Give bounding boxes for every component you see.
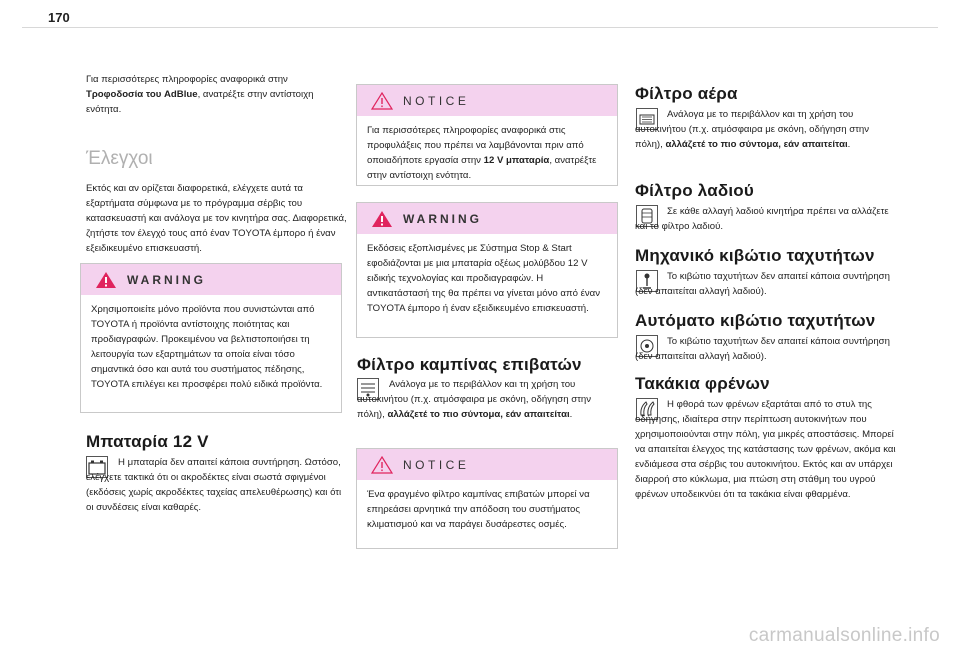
- oil-filter-text: Σε κάθε αλλαγή λαδιού κινητήρα πρέπει να αλλάζετε και το φίλτρο λαδιού.: [635, 206, 889, 232]
- oil-filter-title: Φίλτρο λαδιού: [635, 181, 754, 200]
- checks-title: Έλεγχοι: [86, 148, 153, 169]
- notice-tail: , ανατρέξτε στην αντίστοιχη ενότητα.: [367, 155, 597, 181]
- warning-header: [357, 203, 617, 234]
- brake-pads-title: Τακάκια φρένων: [635, 374, 770, 393]
- warning-label: WARNING: [403, 211, 482, 226]
- air-tail: .: [847, 139, 851, 150]
- cabin-emphasis: αλλάζετέ το πιο σύντομα, εάν απαιτείται: [387, 409, 570, 420]
- cabin-tail: .: [569, 409, 573, 420]
- warning-triangle-icon: [371, 210, 393, 228]
- manual-gearbox-title: Μηχανικό κιβώτιο ταχυτήτων: [635, 246, 875, 265]
- warning-text: Εκδόσεις εξοπλισμένες με Σύστημα Stop & Start εφοδιάζονται με μια μπαταρία οξέως μολύβδου 12 V ειδικής τεχνολογίας και προδιαγραφών. Η αντικατάστασή της θα πρέπει να γίνεται μόνο από έναν TOYOTA έμπορο ή έναν εξειδικευμένο επισκευαστή.: [367, 243, 600, 314]
- intro-tail: , ανατρέξτε στην αντίστοιχη ενότητα.: [86, 89, 314, 115]
- air-text-part: Ανάλογα με το περιβάλλον και τη χρήση του αυτοκινήτου (π.χ. ατμόσφαιρα με σκόνη, οδήγηση στην πόλη),: [635, 109, 870, 150]
- air-filter-text: [635, 107, 897, 152]
- warning-header: [81, 264, 341, 295]
- notice-header: [357, 85, 617, 116]
- cabin-filter-title: Φίλτρο καμπίνας επιβατών: [357, 355, 582, 374]
- battery-title: Μπαταρία 12 V: [86, 432, 209, 451]
- notice-text: Ένα φραγμένο φίλτρο καμπίνας επιβατών μπορεί να επηρεάσει αρνητικά την απόδοση του συστήματος κλιματισμού και να παράγει δυσάρεστες οσμές.: [367, 489, 590, 530]
- warning-box-2: [356, 202, 618, 338]
- notice-box-1: [356, 84, 618, 186]
- adblue-intro: [86, 72, 346, 117]
- checks-text: Εκτός και αν ορίζεται διαφορετικά, ελέγχετε αυτά τα εξαρτήματα σύμφωνα με το πρόγραμμα σέρβις του κατασκευαστή και ανάλογα με τον κινητήρα σας. Διαφορετικά, ζητήστε τον έλεγχό τους από έναν TOYOTA έμπορο ή έναν εξειδικευμένο επισκευαστή.: [86, 183, 347, 254]
- intro-text: Για περισσότερες πληροφορίες αναφορικά στην: [86, 74, 288, 85]
- warning-label: WARNING: [127, 272, 206, 287]
- auto-gearbox-title: Αυτόματο κιβώτιο ταχυτήτων: [635, 311, 876, 330]
- warning-box-1: [80, 263, 342, 413]
- notice-box-2: [356, 448, 618, 549]
- notice-text-part: Για περισσότερες πληροφορίες αναφορικά στις προφυλάξεις που πρέπει να λαμβάνονται πριν από οποιαδήποτε εργασία στην: [367, 125, 584, 166]
- air-filter-title: Φίλτρο αέρα: [635, 84, 738, 103]
- air-emphasis: αλλάζετέ το πιο σύντομα, εάν απαιτείται: [665, 139, 848, 150]
- battery-ref: 12 V μπαταρία: [483, 155, 550, 166]
- notice-label: NOTICE: [403, 93, 470, 108]
- notice-label: NOTICE: [403, 457, 470, 472]
- cabin-filter-text: [357, 377, 619, 422]
- cabin-text-part: Ανάλογα με το περιβάλλον και τη χρήση του αυτοκινήτου (π.χ. ατμόσφαιρα με σκόνη, οδήγηση στην πόλη),: [357, 379, 592, 420]
- warning-text: Χρησιμοποιείτε μόνο προϊόντα που συνιστώνται από TOYOTA ή προϊόντα αντίστοιχης ποιότητας και προδιαγραφών. Προκειμένου να βελτιστοποιήσει τη λειτουργία των εξαρτημάτων τα οποία είναι τόσο σημαντικά όσο και αυτά του συστήματος πέδησης, TOYOTA επιλέγει κει προσφέρει πολύ ειδικά προϊόντα.: [91, 304, 323, 390]
- auto-gearbox-text: Το κιβώτιο ταχυτήτων δεν απαιτεί κάποια συντήρηση (δεν απαιτείται αλλαγή λαδιού).: [635, 336, 890, 362]
- battery-text: Η μπαταρία δεν απαιτεί κάποια συντήρηση. Ωστόσο, ελέγχετε τακτικά ότι οι ακροδέκτες είναι σωστά σφιγμένοι (εκδόσεις χωρίς ακροδέκτες ταχείας απελευθέρωσης) και ότι οι συνδέσεις είναι καθαρές.: [86, 457, 342, 513]
- adblue-ref: Τροφοδοσία του AdBlue: [86, 89, 198, 100]
- watermark: carmanualsonline.info: [748, 625, 940, 646]
- notice-triangle-icon: [371, 456, 393, 474]
- manual-gearbox-text: Το κιβώτιο ταχυτήτων δεν απαιτεί κάποια συντήρηση (δεν απαιτείται αλλαγή λαδιού).: [635, 271, 890, 297]
- header-divider: [22, 27, 938, 28]
- notice-text: [367, 123, 607, 183]
- notice-triangle-icon: [371, 92, 393, 110]
- warning-triangle-icon: [95, 271, 117, 289]
- notice-header: [357, 449, 617, 480]
- brake-pads-text: Η φθορά των φρένων εξαρτάται από το στυλ της οδήγησης, ιδιαίτερα στην περίπτωση αυτοκινήτων που χρησιμοποιούνται στην πόλη, για μικρές αποστάσεις. Μπορεί να απαιτείται έλεγχος της κατάστασης των φρένων, ακόμα και ενδιάμεσα στα σέρβις του αυτοκινήτου. Εκτός και αν υπάρχει διαρροή στο κύκλωμα, μια πτώση στη στάθμη του υγρού φρένων υποδεικνύει ότι τα τακάκια είναι φθαρμένα.: [635, 399, 896, 500]
- page-number: 170: [48, 10, 70, 25]
